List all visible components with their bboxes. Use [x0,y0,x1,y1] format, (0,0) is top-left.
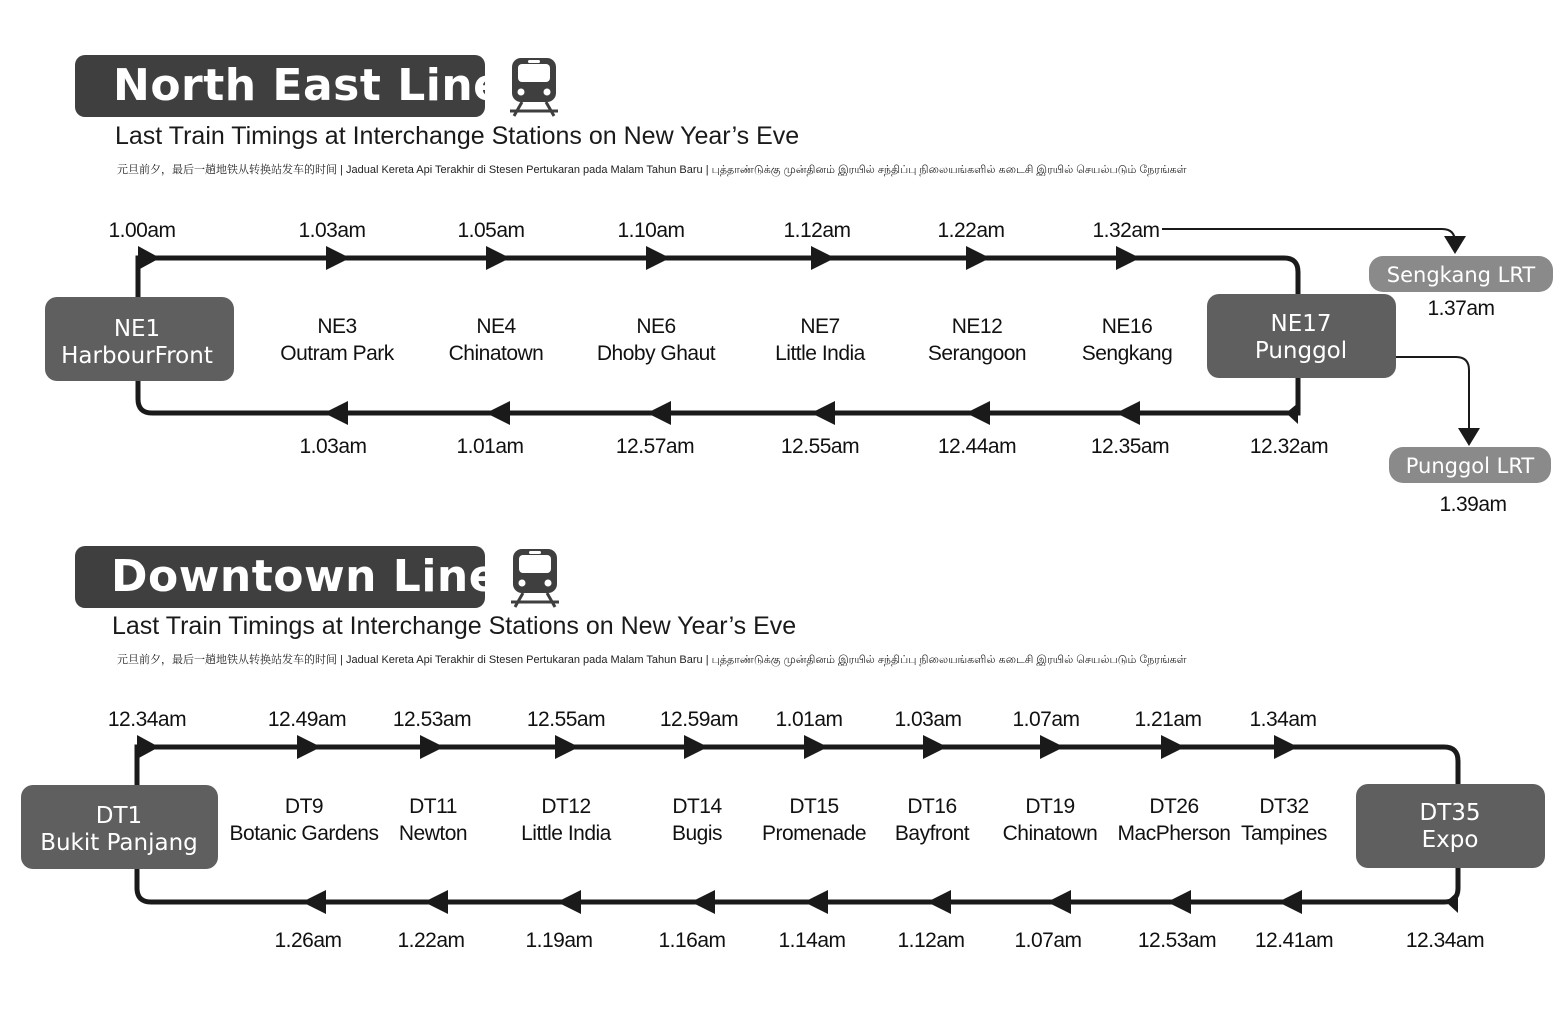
return-time: 12.34am [1405,929,1485,952]
station-code: NE16 [1101,315,1153,338]
triangle-arrow-icon [557,890,581,914]
station-code: NE3 [317,315,357,338]
station-name: Bayfront [894,822,970,845]
station-name: Tampines [1241,822,1327,845]
station-code: DT26 [1149,795,1199,818]
terminal-code: DT35 [1419,800,1481,826]
sengkang-lrt-connector [1162,229,1455,242]
triangle-arrow-icon [811,401,835,425]
punggol-lrt-time: 1.39am [1439,493,1507,516]
station-code: NE6 [636,315,676,338]
triangle-arrow-icon [647,401,671,425]
terminal-name: Bukit Panjang [40,830,198,856]
return-time: 1.14am [778,929,846,952]
return-time: 1.19am [525,929,593,952]
triangle-arrow-icon [923,735,947,759]
downtown-line-multilingual-subtitle: 元旦前夕，最后一趟地铁从转换站发车的时间 | Jadual Kereta Api Terakhir di Stesen Pertukaran pada Malam Tahun Baru | புத்தாண்டுக்கு முன்தினம் இரயில் சந்திப்பு நிலையங்களில் கடைசி இரயில் செயல்படும் நேரங்கள் [117,654,1187,666]
downtown-line-section [0,490,1566,1010]
triangle-arrow-icon [684,735,708,759]
station-code: NE4 [476,315,516,338]
triangle-arrow-icon [420,735,444,759]
terminal-name: HarbourFront [61,343,213,369]
station-ne3 [280,315,395,365]
station-name: MacPherson [1117,822,1231,845]
station-name: Dhoby Ghaut [596,342,716,365]
downtown-line-diagram [0,490,1566,1010]
triangle-arrow-icon [302,890,326,914]
station-code: DT12 [541,795,591,818]
terminal-code: NE17 [1270,311,1332,337]
station-code: NE12 [951,315,1003,338]
triangle-arrow-icon [1167,890,1191,914]
outbound-time: 1.01am [775,708,843,731]
triangle-arrow-icon [1446,891,1458,913]
station-name: Chinatown [448,342,544,365]
outbound-time: 1.03am [894,708,962,731]
return-time: 1.22am [397,929,465,952]
station-dt15 [762,795,866,845]
triangle-arrow-icon [804,890,828,914]
return-time: 1.01am [456,435,524,458]
station-name: Sengkang [1081,342,1173,365]
return-time: 12.55am [780,435,860,458]
triangle-arrow-icon [804,735,828,759]
return-time: 12.57am [615,435,695,458]
outbound-time: 12.59am [659,708,739,731]
triangle-arrow-icon [811,246,835,270]
return-time: 12.53am [1137,929,1217,952]
outbound-time: 1.21am [1134,708,1202,731]
return-time: 1.16am [658,929,726,952]
outbound-time: 1.00am [108,219,176,242]
station-code: DT19 [1025,795,1075,818]
outbound-time: 12.49am [267,708,347,731]
outbound-time: 1.12am [783,219,851,242]
outbound-time: 1.03am [298,219,366,242]
station-code: DT16 [907,795,957,818]
station-dt26 [1118,795,1231,845]
outbound-time: 1.22am [937,219,1005,242]
triangle-arrow-icon [1458,428,1480,446]
station-name: Bugis [671,822,723,845]
north-east-line-multilingual-subtitle: 元旦前夕，最后一趟地铁从转换站发车的时间 | Jadual Kereta Api Terakhir di Stesen Pertukaran pada Malam Tahun Baru | புத்தாண்டுக்கு முன்தினம் இரயில் சந்திப்பு நிலையங்களில் கடைசி இரயில் செயல்படும் நேரங்கள் [117,164,1187,176]
station-ne6 [597,315,716,365]
north-east-line-subtitle: Last Train Timings at Interchange Stations on New Year’s Eve [115,122,800,150]
station-name: Little India [521,822,611,845]
north-east-line-title: North East Line [75,55,485,117]
return-time: 1.12am [897,929,965,952]
triangle-arrow-icon [324,401,348,425]
station-name: Outram Park [280,342,394,365]
triangle-arrow-icon [691,890,715,914]
station-dt14 [672,795,723,845]
terminal-code: DT1 [95,803,143,829]
punggol-lrt-label: Punggol LRT [1405,454,1535,478]
triangle-arrow-icon [1161,735,1185,759]
station-dt19 [1003,795,1098,845]
triangle-arrow-icon [137,735,159,759]
station-name: Little India [775,342,865,365]
station-code: NE7 [800,315,840,338]
station-code: DT14 [672,795,722,818]
outbound-time: 12.34am [107,708,187,731]
station-dt11 [399,795,467,845]
triangle-arrow-icon [138,246,160,270]
station-dt9 [230,795,379,845]
return-time: 1.07am [1014,929,1082,952]
downtown-line-title: Downtown Line [75,546,485,608]
terminal-code: NE1 [113,316,161,342]
return-time: 1.03am [299,435,367,458]
station-code: DT15 [789,795,839,818]
station-ne12 [928,315,1026,365]
outbound-time: 1.34am [1249,708,1317,731]
triangle-arrow-icon [1274,735,1298,759]
terminal-name: Punggol [1254,338,1348,364]
outbound-time: 12.55am [526,708,606,731]
outbound-time: 1.32am [1092,219,1160,242]
triangle-arrow-icon [1116,401,1140,425]
sengkang-lrt-time: 1.37am [1427,297,1495,320]
triangle-arrow-icon [297,735,321,759]
station-dt12 [521,795,612,845]
triangle-arrow-icon [646,246,670,270]
return-time: 12.44am [937,435,1017,458]
station-code: DT32 [1259,795,1309,818]
return-time: 12.35am [1090,435,1170,458]
triangle-arrow-icon [1040,735,1064,759]
station-name: Chinatown [1002,822,1098,845]
station-name: Botanic Gardens [229,822,379,845]
outbound-time: 1.10am [617,219,685,242]
triangle-arrow-icon [1286,403,1298,424]
sengkang-lrt-label: Sengkang LRT [1386,263,1536,287]
station-ne4 [449,315,544,365]
outbound-time: 12.53am [392,708,472,731]
station-name: Promenade [761,822,867,845]
outbound-time: 1.05am [457,219,525,242]
station-code: DT9 [284,795,324,818]
downtown-line-subtitle: Last Train Timings at Interchange Stations on New Year’s Eve [112,612,797,640]
triangle-arrow-icon [555,735,579,759]
station-name: Newton [398,822,468,845]
triangle-arrow-icon [927,890,951,914]
terminal-name: Expo [1421,827,1479,853]
punggol-lrt-connector [1396,357,1469,432]
triangle-arrow-icon [424,890,448,914]
triangle-arrow-icon [326,246,350,270]
station-ne7 [775,315,866,365]
outbound-time: 1.07am [1012,708,1080,731]
return-time: 1.26am [274,929,342,952]
triangle-arrow-icon [486,401,510,425]
station-dt16 [895,795,970,845]
station-ne16 [1082,315,1173,365]
triangle-arrow-icon [966,246,990,270]
return-time: 12.41am [1254,929,1334,952]
triangle-arrow-icon [1444,236,1466,254]
triangle-arrow-icon [1278,890,1302,914]
triangle-arrow-icon [486,246,510,270]
terminal-dt35-expo [1356,784,1545,868]
triangle-arrow-icon [1047,890,1071,914]
return-time: 12.32am [1249,435,1329,458]
triangle-arrow-icon [1116,246,1140,270]
station-code: DT11 [409,795,457,818]
station-dt32 [1241,795,1327,845]
station-name: Serangoon [927,342,1027,365]
triangle-arrow-icon [966,401,990,425]
